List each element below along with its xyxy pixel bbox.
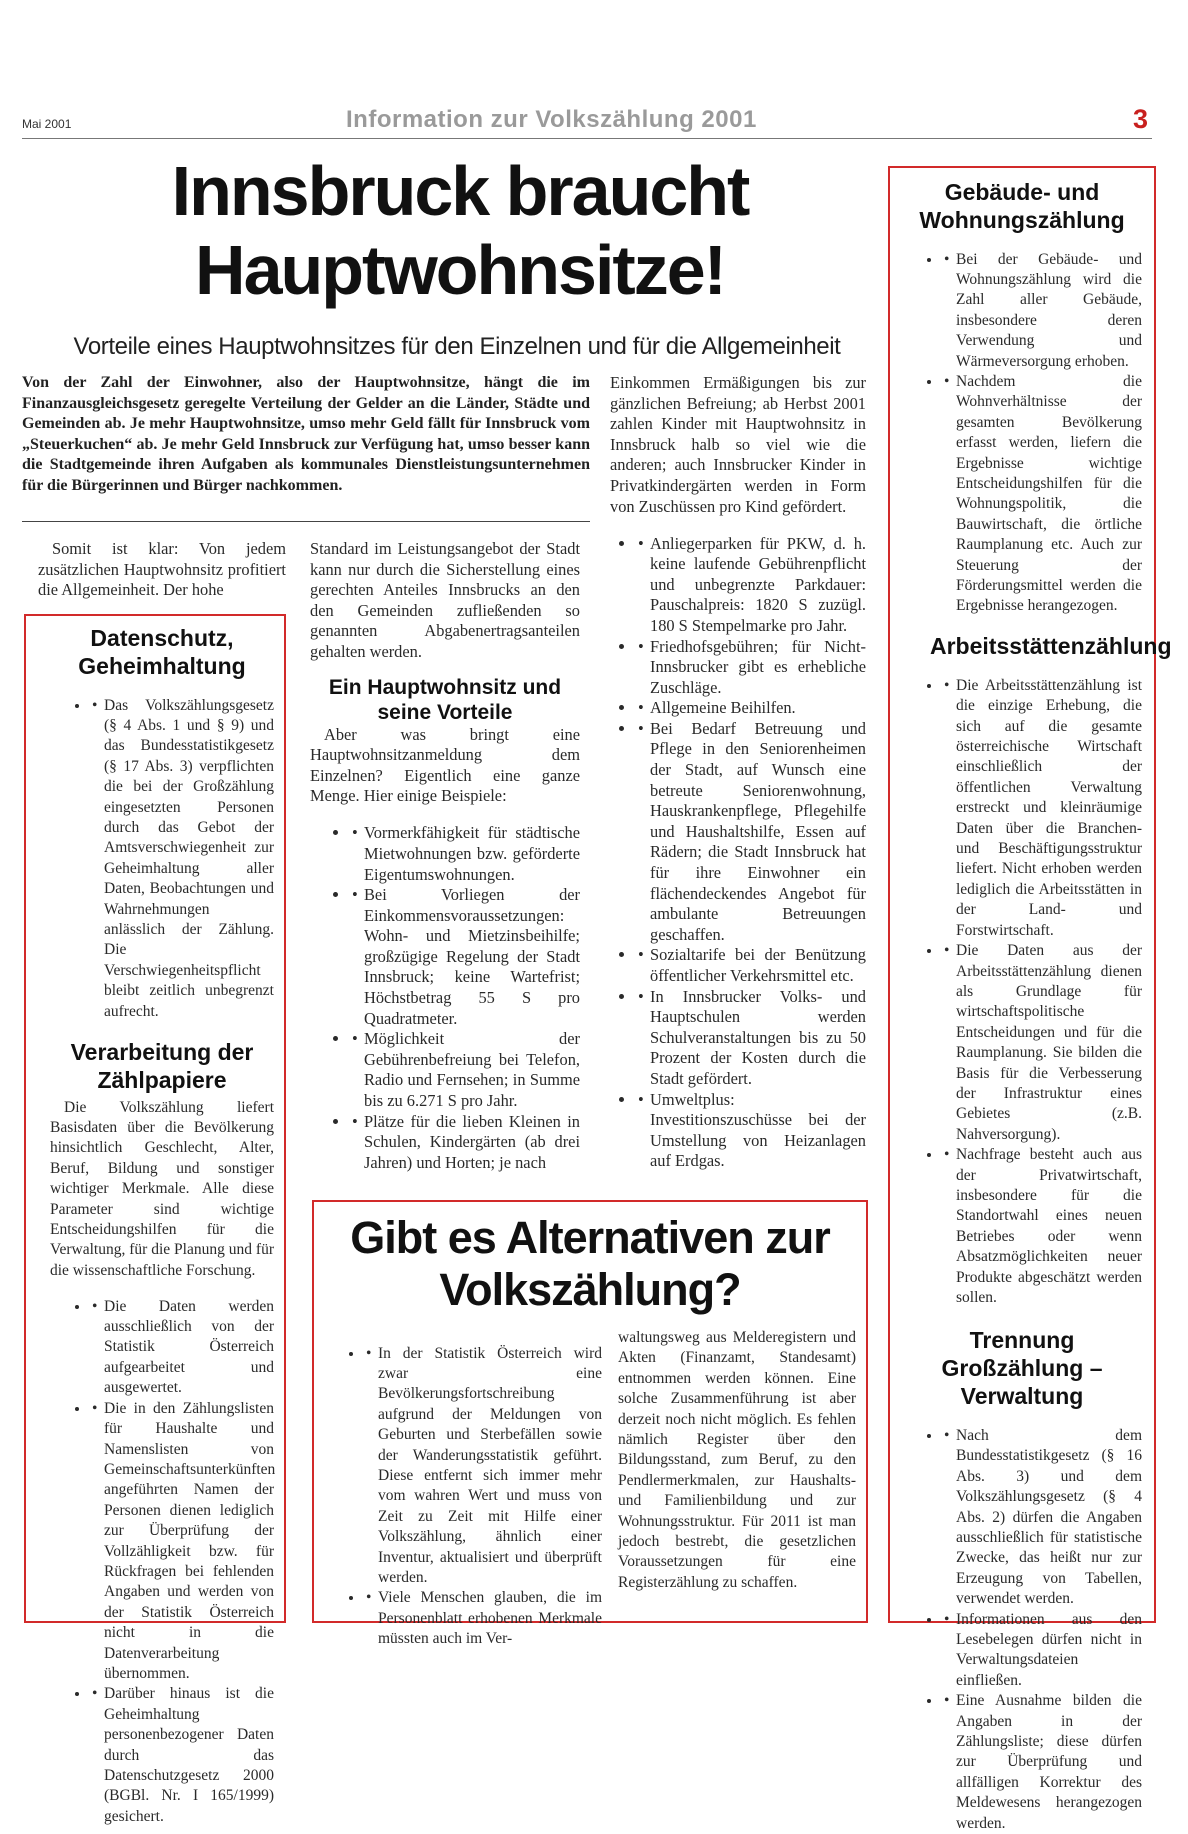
verarbeitung-intro: Die Volkszählung liefert Basisdaten über die Bevölkerung hinsichtlich Geschlecht, Alter, Beruf, Bildung und sonstiger wichtiger Merkmale. Alle diese Parameter sind wichtige Entscheidungshilfen für die Verwaltung, für die Planung und für die wissenschaftliche Forschung. xyxy=(50,1098,274,1279)
subtitle: Vorteile eines Hauptwohnsitzes für den Einzelnen und für die Allgemeinheit xyxy=(73,333,841,360)
gebaeude-list xyxy=(902,250,1142,617)
alternatives-columns xyxy=(324,1328,856,1665)
list-item: • • In Innsbrucker Volks- und Hauptschulen werden Schulveranstaltungen bis zu 50 Prozent der Kosten durch die Stadt gefördert. xyxy=(636,987,866,1090)
list-item: • • Nachdem die Wohnverhältnisse der gesamten Bevölkerung erfasst werden, liefern die Ergebnisse wichtige Entscheidungshilfen für die Wohnungspolitik, die Bauwirtschaft, die örtliche Raumplanung etc. Auch zur Steuerung der Förderungsmittel werden die Ergebnisse herangezogen. xyxy=(942,372,1142,617)
list-item: • • Anliegerparken für PKW, d. h. keine laufende Gebührenpflicht und unbegrenzte Parkdauer: Pauschalpreis: 1820 S zuzügl. 180 S Stempelmarke pro Jahr. xyxy=(636,534,866,637)
list-item: • • In der Statistik Österreich wird zwar eine Bevölkerungsfortschreibung aufgrund der Meldungen von Geburten und Sterbefällen sowie der Wanderungsstatistik geführt. Diese entfernt sich immer mehr vom wahren Wert und muss von Zeit zu Zeit mit Hilfe einer Volkszählung, ähnlich einer Inventur, aktualisiert und überprüft werden. xyxy=(364,1344,602,1589)
continuation-text: Einkommen Ermäßigungen bis zur gänzlichen Befreiung; ab Herbst 2001 zahlen Kinder mit Hauptwohnsitz in Innsbruck halb so viel wie die anderen; auch Innsbrucker Kinder in Privatkindergärten werden in Form von Zuschüssen pro Kind gefördert. xyxy=(610,373,866,516)
intro-middle: Standard im Leistungsangebot der Stadt kann nur durch die Sicherstellung eines gerechten Anteiles Innsbrucks an den den Gemeinden zufließenden so genannten Abgabenertragsanteilen gehalten werden. xyxy=(310,539,580,661)
list-item: • • Die Daten aus der Arbeitsstättenzählung dienen als Grundlage für wirtschaftspolitische Entscheidungen und für die Raumplanung. Sie bilden die Basis für die Verbesserung der Infrastruktur eines Gebietes (z.B. Nahversorgung). xyxy=(942,941,1142,1145)
list-item: • • Nach dem Bundesstatistikgesetz (§ 16 Abs. 3) und dem Volkszählungsgesetz (§ 4 Abs. 2) dürfen die Angaben ausschließlich für statistische Zwecke, das heißt nur zur Erzeugung von Tabellen, verwendet werden. xyxy=(942,1426,1142,1610)
list-item: • • Bei der Gebäude- und Wohnungszählung wird die Zahl aller Gebäude, insbesondere deren Verwendung und Wärmeversorgung erhoben. xyxy=(942,250,1142,372)
heading-arbeitsstaetten: Arbeitsstättenzählung xyxy=(930,633,1172,660)
arbeitsstaetten-list xyxy=(902,676,1142,1309)
intro-left: Somit ist klar: Von jedem zusätzlichen Hauptwohnsitz profitiert die Allgemeinheit. Der hohe xyxy=(38,539,286,600)
list-item: • • Bei Bedarf Betreuung und Pflege in den Seniorenheimen der Stadt, auf Wunsch eine betreute Seniorenwohnung, Hauskrankenpflege, Pflegehilfe und Haushaltshilfe, Essen auf Rädern; die Stadt Innsbruck hat für ihre Einwohner ein flächendeckendes Angebot für ambulante Betreuungen geschaffen. xyxy=(636,719,866,946)
headline xyxy=(110,152,810,310)
trennung-list xyxy=(902,1426,1142,1834)
page-number: 3 xyxy=(1133,104,1149,134)
list-item: • • Viele Menschen glauben, die im Personenblatt erhobenen Merkmale müssten auch im Ver- xyxy=(364,1588,602,1649)
list-item: • • Umweltplus: Investitionszuschüsse bei der Umstellung von Heizanlagen auf Erdgas. xyxy=(636,1090,866,1172)
headline-line-2: Hauptwohnsitze! xyxy=(195,231,725,309)
alternatives-box xyxy=(312,1200,868,1648)
right-info-box xyxy=(888,166,1172,1832)
alternatives-text: waltungsweg aus Melderegistern und Akten (Finanzamt, Standesamt) entnommen werden können. Eine solche Zusammenführung ist aber derzeit noch nicht möglich. Es fehlen nämlich Register über den Bildungsstand, zum Beruf, zu den Pendlermerkmalen, zur Haushalts- und Familienbildung und zur Wohnungsstruktur. Für 2011 ist man jedoch bestrebt, die gesetzlichen Voraussetzungen für eine Registerzählung zu schaffen. xyxy=(618,1329,856,1591)
heading-datenschutz: Datenschutz, Geheimhaltung xyxy=(78,625,246,679)
left-info-box xyxy=(24,614,286,1825)
list-item: • • Darüber hinaus ist die Geheimhaltung personenbezogener Daten durch das Datenschutzgesetz 2000 (BGBl. Nr. I 165/1999) gesichert. xyxy=(90,1684,274,1827)
lead-paragraph: Von der Zahl der Einwohner, also der Hauptwohnsitze, hängt die im Finanzausgleichsgesetz geregelte Verteilung der Gelder an die Länder, Städte und Gemeinden ab. Je mehr Hauptwohnsitze, umso mehr Geld fällt für Innsbruck vom „Steuerkuchen“ ab. Je mehr Geld Innsbruck zur Verfügung hat, umso besser kann die Stadtgemeinde ihren Aufgaben als kommunales Dienstleistungsunternehmen für die Bürgerinnen und Bürger nachkommen. xyxy=(22,374,590,494)
list-item: • • Informationen aus den Lesebelegen dürfen nicht in Verwaltungsdateien einfließen. xyxy=(942,1610,1142,1692)
section-intro: Aber was bringt eine Hauptwohnsitzanmeldung dem Einzelnen? Eigentlich eine ganze Menge. Hier einige Beispiele: xyxy=(310,724,580,806)
heading-verarbeitung: Verarbeitung der Zählpapiere xyxy=(70,1038,254,1093)
list-item: • • Vormerkfähigkeit für städtische Mietwohnungen bzw. geförderte Eigentumswohnungen. xyxy=(350,823,580,885)
header-rule xyxy=(22,138,1152,139)
list-item: • • Bei Vorliegen der Einkommensvoraussetzungen: Wohn- und Mietzinsbeihilfe; großzügige Regelung der Stadt Innsbruck; keine Wartefrist; Höchstbetrag 55 S pro Quadratmeter. xyxy=(350,885,580,1029)
list-item: • • Plätze für die lieben Kleinen in Schulen, Kindergärten (ab drei Jahren) und Horten; je nach xyxy=(350,1112,580,1174)
heading-trennung: Trennung Großzählung – Verwaltung xyxy=(941,1327,1103,1410)
advantages-list-continued xyxy=(596,534,866,1172)
lead-rule xyxy=(22,521,590,522)
list-item: • • Nachfrage besteht auch aus der Privatwirtschaft, insbesondere für die Standortwahl eines neuen Betriebes oder wenn Absatzmöglichkeiten neuer Produkte abgeschätzt werden sollen. xyxy=(942,1145,1142,1308)
right-text-column xyxy=(596,373,866,1188)
headline-line-1: Innsbruck braucht xyxy=(171,152,749,230)
section-heading: Ein Hauptwohnsitz und seine Vorteile xyxy=(328,675,562,724)
list-item: • • Eine Ausnahme bilden die Angaben in der Zählungsliste; diese dürfen zur Überprüfung und allfälligen Korrektur des Meldewesens herangezogen werden. xyxy=(942,1691,1142,1834)
alternatives-list xyxy=(324,1344,602,1650)
publication-title: Information zur Volkszählung 2001 xyxy=(346,106,757,133)
verarbeitung-list xyxy=(50,1297,274,1828)
list-item: • • Die in den Zählungslisten für Haushalte und Namenslisten von Gemeinschaftsunterkünften angeführten Namen der Personen dienen lediglich zur Überprüfung der Vollzähligkeit bzw. für Rückfragen bei fehlenden Angaben und werden von der Statistik Österreich nicht in die Datenverarbeitung übernommen. xyxy=(90,1399,274,1685)
list-item: • • Das Volkszählungsgesetz (§ 4 Abs. 1 und § 9) und das Bundesstatistikgesetz (§ 17 Abs. 3) verpflichten die bei der Großzählung eingesetzten Personen durch das Gebot der Amtsverschwiegenheit zur Geheimhaltung aller Daten, Beobachtungen und Wahrnehmungen anlässlich der Zählung. Die Verschwiegenheitspflicht bleibt zeitlich unbegrenzt aufrecht. xyxy=(90,696,274,1023)
list-item: • • Friedhofsgebühren; für Nicht-Innsbrucker gibt es erhebliche Zuschläge. xyxy=(636,637,866,699)
list-item: • • Die Daten werden ausschließlich von der Statistik Österreich aufgearbeitet und ausgewertet. xyxy=(90,1297,274,1399)
heading-gebaeude: Gebäude- und Wohnungszählung xyxy=(919,179,1125,233)
alternatives-heading xyxy=(324,1212,856,1316)
list-item: • • Sozialtarife bei der Benützung öffentlicher Verkehrsmittel etc. xyxy=(636,945,866,986)
alternatives-heading-line-1: Gibt es Alternativen zur xyxy=(350,1212,830,1263)
alternatives-heading-line-2: Volkszählung? xyxy=(439,1264,741,1315)
list-item: • • Möglichkeit der Gebührenbefreiung bei Telefon, Radio und Fernsehen; in Summe bis zu 6.271 S pro Jahr. xyxy=(350,1029,580,1111)
list-item: • • Allgemeine Beihilfen. xyxy=(636,698,866,719)
middle-column xyxy=(310,539,580,1190)
datenschutz-list xyxy=(50,696,274,1023)
list-item: • • Die Arbeitsstättenzählung ist die einzige Erhebung, die sich auf die gesamte österreichische Wirtschaft einschließlich der öffentlichen Verwaltung erstreckt und kleinräumige Daten über die Branchen- und Beschäftigungsstruktur liefert. Nicht erhoben werden lediglich die Arbeitsstätten in der Land- und Forstwirtschaft. xyxy=(942,676,1142,941)
advantages-list xyxy=(310,823,580,1173)
issue-date: Mai 2001 xyxy=(22,117,72,131)
